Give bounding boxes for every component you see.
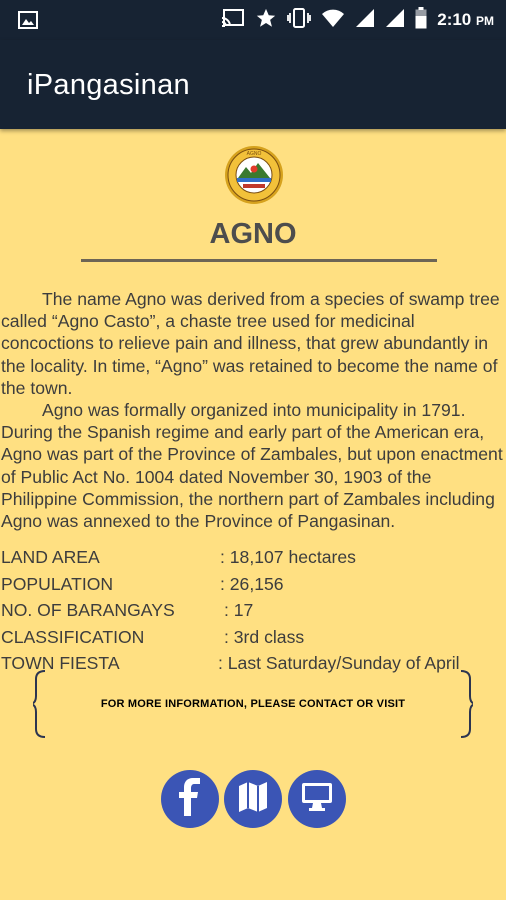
municipal-seal-logo — [224, 145, 284, 205]
app-bar — [0, 40, 506, 129]
map-button[interactable] — [224, 770, 282, 828]
star-icon — [255, 7, 277, 34]
image-icon — [18, 11, 38, 34]
fact-label: POPULATION — [1, 573, 114, 594]
website-button[interactable] — [288, 770, 346, 828]
history-paragraph: Agno was formally organized into municipality in 1791. During the Spanish regime and early part of the American era, Agno was part of the Province of Zambales, but upon enactment of Public Act No. 1004 dated November 30, 1903 of the Philippine Commission, the northern part of Zambales including Agno was annexed to the Province of Pangasinan. — [1, 400, 503, 532]
history-text — [1, 288, 506, 532]
fact-value: : 3rd class — [224, 626, 305, 647]
fact-row-population — [1, 571, 506, 598]
contact-prompt: FOR MORE INFORMATION, PLEASE CONTACT OR VISIT — [100, 698, 406, 710]
app-title: iPangasinan — [27, 69, 190, 101]
cast-icon — [221, 8, 245, 33]
signal-icon — [385, 8, 405, 33]
contact-info-box — [33, 669, 473, 739]
fact-value: : 18,107 hectares — [220, 547, 356, 567]
facebook-button[interactable] — [161, 770, 219, 828]
fact-label: TOWN FIESTA — [1, 653, 120, 673]
fact-label: LAND AREA — [1, 547, 100, 567]
clock-time: 2:10 — [437, 10, 472, 29]
fact-row-barangays — [1, 597, 506, 624]
town-facts — [1, 544, 506, 677]
vibrate-icon — [287, 7, 311, 34]
fact-value: : Last Saturday/Sunday of April — [218, 653, 460, 673]
clock — [437, 10, 494, 30]
fact-label: NO. OF BARANGAYS — [1, 600, 175, 620]
clock-ampm: PM — [476, 14, 494, 28]
heading-divider — [81, 259, 437, 262]
town-heading: AGNO — [209, 218, 297, 250]
history-paragraph: The name Agno was derived from a species of swamp tree called “Agno Casto”, a chaste tree used for medicinal concoctions to relieve pain and illness, that grew abundantly in the locality. In time, “Agno” was retained to become the name of the town. — [1, 289, 500, 398]
status-bar — [0, 0, 506, 40]
signal-icon — [355, 8, 375, 33]
battery-icon — [415, 7, 427, 34]
wifi-icon — [321, 8, 345, 33]
fact-value: : 17 — [224, 600, 254, 620]
svg-text:AGNO: AGNO — [246, 151, 262, 157]
monitor-icon — [301, 782, 333, 817]
fact-value: : 26,156 — [220, 573, 284, 594]
facebook-icon — [175, 778, 205, 821]
fact-row-land-area — [1, 544, 506, 571]
fact-label: CLASSIFICATION — [1, 626, 145, 647]
fact-row-classification — [1, 624, 506, 651]
map-icon — [238, 781, 268, 818]
